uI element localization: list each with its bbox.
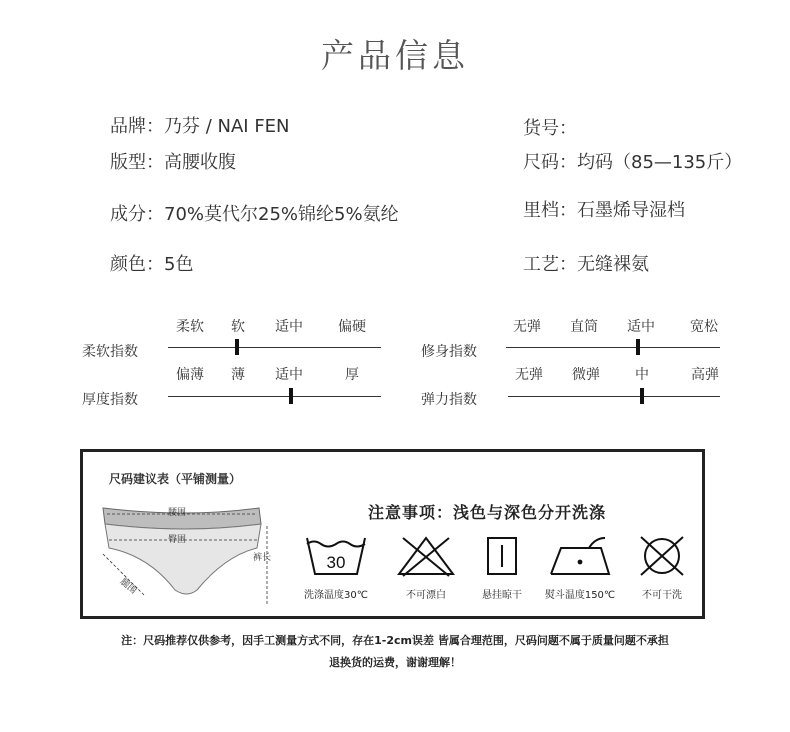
fit-tick: 直筒: [570, 319, 598, 335]
softness-tick: 柔软: [176, 319, 204, 335]
underwear-diagram-icon: [97, 492, 277, 610]
wash-30-icon: [301, 534, 371, 578]
thickness-line: [168, 396, 381, 397]
hang-dry-icon: [467, 534, 537, 578]
thickness-tick: 偏薄: [176, 367, 204, 383]
care-panel: [80, 449, 705, 619]
fit-line: [506, 347, 720, 348]
fit-label: 修身指数: [421, 344, 477, 360]
craft-info: 工艺：无缝裸氨: [523, 254, 649, 275]
thickness-marker: [289, 388, 293, 404]
thickness-tick: 适中: [275, 367, 303, 383]
thigh-label: 腿围: [117, 577, 139, 597]
page-title: 产品信息: [321, 36, 469, 75]
brand-info: 品牌：乃芬 / NAI FEN: [110, 116, 290, 137]
elasticity-marker: [640, 388, 644, 404]
color-info: 颜色：5色: [110, 254, 194, 275]
fit-tick: 适中: [627, 319, 655, 335]
thickness-tick: 厚: [345, 367, 359, 383]
elasticity-tick: 无弹: [515, 367, 543, 383]
iron-label: 熨斗温度150℃: [544, 590, 616, 601]
softness-tick: 软: [231, 319, 245, 335]
disclaimer-line-2: 退换货的运费，谢谢理解！: [329, 656, 461, 669]
softness-label: 柔软指数: [82, 344, 138, 360]
no-bleach-icon: [391, 534, 461, 578]
length-label: 裤长: [253, 553, 272, 563]
no-bleach-label: 不可漂白: [406, 590, 446, 601]
material-info: 成分：70%莫代尔25%锦纶5%氨纶: [110, 204, 399, 225]
lining-info: 里档：石墨烯导湿档: [523, 200, 685, 221]
hang-dry-label: 悬挂晾干: [482, 590, 522, 601]
no-dry-clean-label: 不可干洗: [642, 590, 682, 601]
waist-label: 腰围: [168, 508, 187, 518]
no-dry-clean-icon: [627, 534, 697, 578]
size-info: 尺码：均码（85—135斤）: [523, 152, 743, 173]
care-title: 注意事项：浅色与深色分开洗涤: [368, 503, 607, 522]
size-chart-title: 尺码建议表（平铺测量）: [109, 472, 242, 486]
fit-tick: 宽松: [690, 319, 718, 335]
disclaimer-line-1: 注：尺码推荐仅供参考，因手工测量方式不同，存在1-2cm误差 皆属合理范围，尺码问题不属于质量问题不承担: [121, 634, 669, 647]
item-number-info: 货号：: [523, 118, 577, 139]
style-info: 版型：高腰收腹: [110, 152, 236, 173]
elasticity-tick: 微弹: [572, 367, 600, 383]
thickness-tick: 薄: [231, 367, 245, 383]
elasticity-tick: 中: [635, 367, 649, 383]
iron-icon: [545, 534, 615, 578]
wash-label: 洗涤温度30℃: [304, 590, 368, 601]
hip-label: 臀围: [168, 535, 187, 545]
wash-temp-number: 30: [326, 553, 346, 572]
elasticity-tick: 高弹: [691, 367, 719, 383]
elasticity-label: 弹力指数: [421, 392, 477, 408]
softness-marker: [235, 339, 239, 355]
elasticity-line: [508, 396, 720, 397]
softness-tick: 偏硬: [338, 319, 366, 335]
softness-tick: 适中: [275, 319, 303, 335]
softness-line: [168, 347, 381, 348]
fit-marker: [636, 339, 640, 355]
fit-tick: 无弹: [513, 319, 541, 335]
thickness-label: 厚度指数: [82, 392, 138, 408]
